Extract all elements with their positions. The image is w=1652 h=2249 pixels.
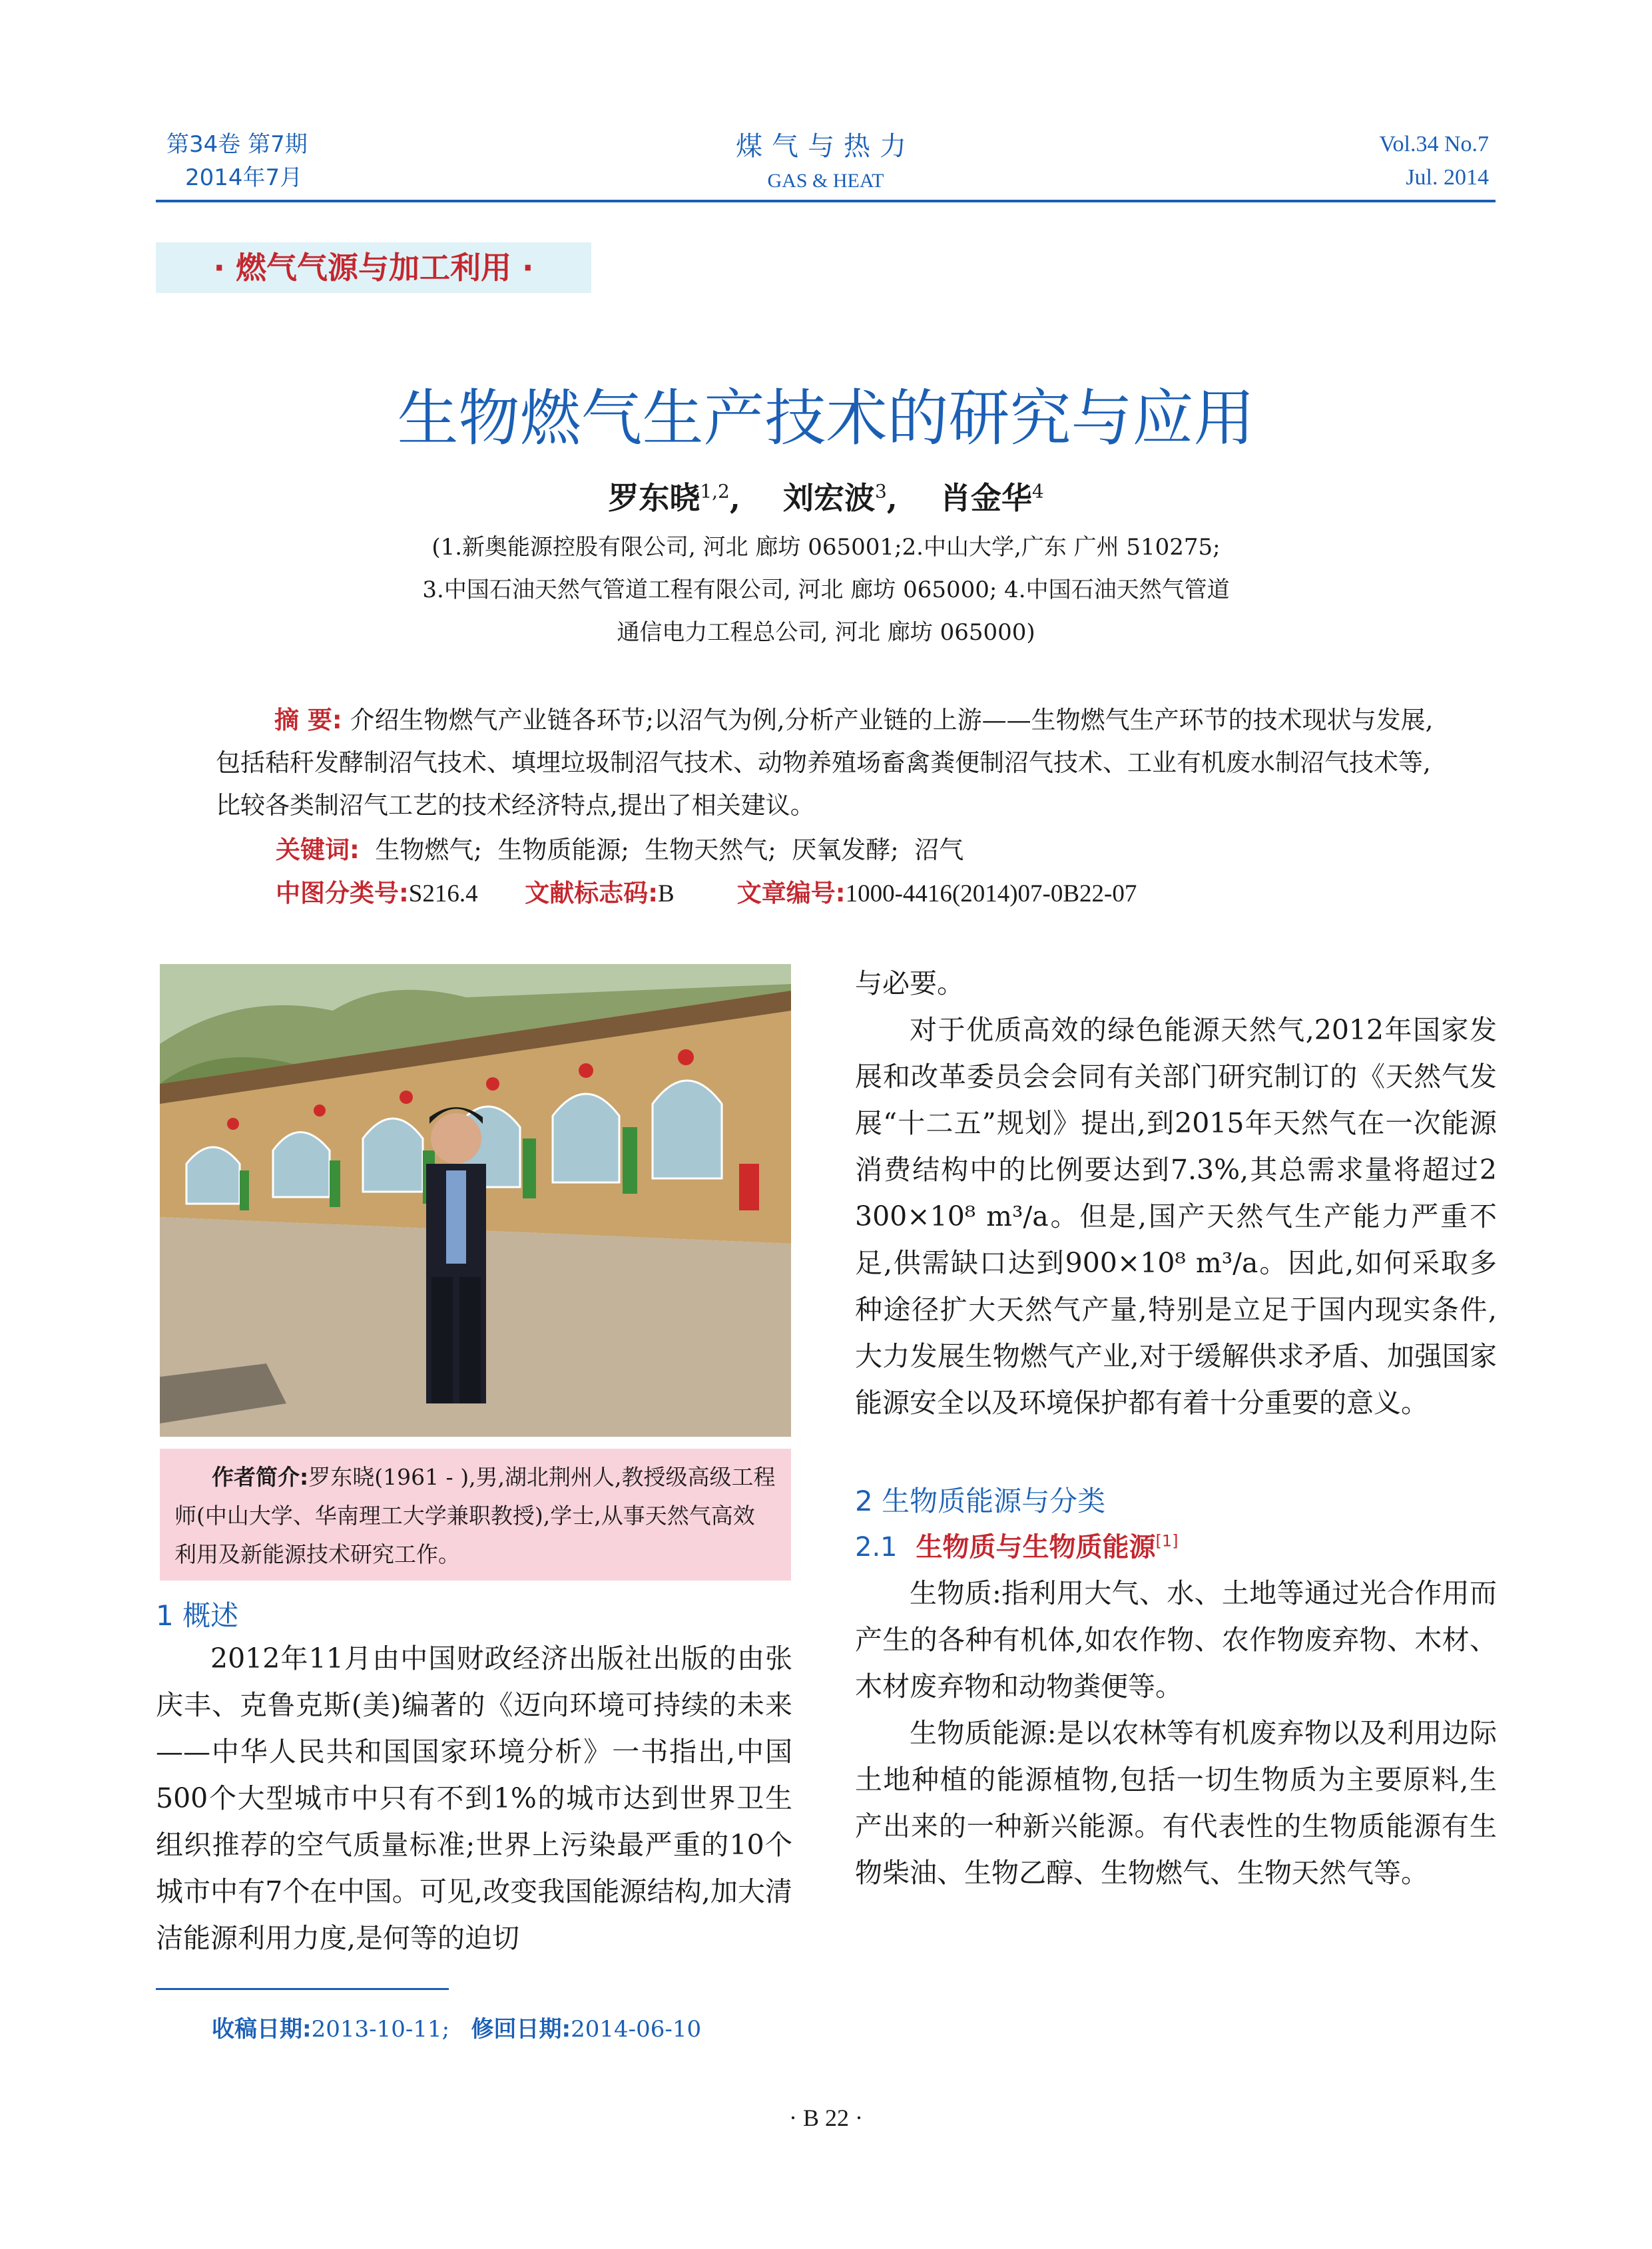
citation-ref: [1] xyxy=(1155,1531,1179,1551)
affiliation-line: 3.中国石油天然气管道工程有限公司, 河北 廊坊 065000; 4.中国石油天然气管道 xyxy=(422,577,1230,603)
author-affil-mark: 4 xyxy=(1031,480,1044,503)
footnote-rule xyxy=(156,1988,449,1990)
header-volume-issue-en: Vol.34 No.7 xyxy=(1379,132,1489,156)
received-date: 2013-10-11; xyxy=(311,2016,450,2043)
clc-value: S216.4 xyxy=(408,880,478,907)
article-title: 生物燃气生产技术的研究与应用 xyxy=(397,383,1255,454)
journal-name-cn: 煤气与热力 xyxy=(736,131,916,162)
article-id-label: 文章编号: xyxy=(736,879,846,907)
affiliation-line: (1.新奥能源控股有限公司, 河北 廊坊 065001;2.中山大学,广东 广州 510275; xyxy=(431,534,1221,561)
header-volume-issue: 第34卷 第7期 xyxy=(166,131,308,158)
received-label: 收稿日期: xyxy=(212,2016,312,2043)
revised-date: 2014-06-10 xyxy=(571,2016,702,2043)
paragraph: 对于优质高效的绿色能源天然气,2012年国家发展和改革委员会会同有关部门研究制订的《天然气发展“十二五”规划》提出,到2015年天然气在一次能源消费结构中的比例要达到7.3%,其总需求量将超过2 300×10⁸ m³/a。但是,国产天然气生产能力严重不足,供需缺口达到900×10⁸ m³/a。因此,如何采取多种途径扩大天然气产量,特别是立足于国内现实条件,大力发展生物燃气产业,对于缓解供求矛盾、加强国家能源安全以及环境保护都有着十分重要的意义。 xyxy=(855,1014,1497,1419)
header-date-en: Jul. 2014 xyxy=(1406,165,1489,190)
keywords-label: 关键词: xyxy=(276,836,360,864)
author-affil-mark: 1,2 xyxy=(700,480,730,503)
header-date: 2014年7月 xyxy=(185,164,303,191)
header-volume-en xyxy=(1379,128,1489,194)
clc-label: 中图分类号: xyxy=(276,879,409,907)
section-2-heading: 2 生物质能源与分类 xyxy=(855,1485,1106,1517)
header-rule xyxy=(156,200,1496,202)
paragraph: 生物质:指利用大气、水、土地等通过光合作用而产生的各种有机体,如农作物、农作物废弃物、木材、木材废弃物和动物粪便等。 xyxy=(855,1577,1497,1702)
paragraph: 生物质能源:是以农林等有机废弃物以及利用边际土地种植的能源植物,包括一切生物质为主要原料,生产出来的一种新兴能源。有代表性的生物质能源有生物柴油、生物乙醇、生物燃气、生物天然气等。 xyxy=(855,1717,1497,1889)
journal-name-en: GAS & HEAT xyxy=(767,170,884,192)
affiliation-line: 通信电力工程总公司, 河北 廊坊 065000) xyxy=(617,619,1035,646)
abstract-text: 介绍生物燃气产业链各环节;以沼气为例,分析产业链的上游——生物燃气生产环节的技术现状与发展,包括秸秆发酵制沼气技术、填埋垃圾制沼气技术、动物养殖场畜禽粪便制沼气技术、工业有机废水制沼气技术等,比较各类制沼气工艺的技术经济特点,提出了相关建议。 xyxy=(216,706,1434,820)
author-list: 罗东晓$^{1,2}$, 刘宏波$^3$, 肖金华$^4$ xyxy=(608,480,1044,516)
keywords xyxy=(276,829,964,872)
section-2-1-body xyxy=(855,1570,1497,1896)
author-affil-mark: 3 xyxy=(874,480,887,503)
author-bio xyxy=(160,1449,791,1581)
author-name: 刘宏波 xyxy=(782,480,875,516)
doc-code-label: 文献标志码: xyxy=(525,879,658,907)
paragraph: 2012年11月由中国财政经济出版社出版的由张庆丰、克鲁克斯(美)编著的《迈向环境可持续的未来——中华人民共和国国家环境分析》一书指出,中国500个大型城市中只有不到1%的城市达到世界卫生组织推荐的空气质量标准;世界上污染最严重的10个城市中有7个在中国。可见,改变我国能源结构,加大清洁能源利用力度,是何等的迫切 xyxy=(156,1642,792,1954)
author-photo xyxy=(160,964,791,1437)
received-dates xyxy=(212,2011,701,2043)
section-tag: · 燃气气源与加工利用 · xyxy=(156,242,591,293)
right-column-top xyxy=(855,960,1497,1426)
section-2-1-heading xyxy=(855,1526,1178,1564)
journal-title xyxy=(692,125,959,192)
author-name: 罗东晓 xyxy=(608,480,700,516)
keywords-text: 生物燃气; 生物质能源; 生物天然气; 厌氧发酵; 沼气 xyxy=(375,836,964,864)
revised-label: 修回日期: xyxy=(471,2016,571,2043)
article-id-value: 1000-4416(2014)07-0B22-07 xyxy=(845,880,1137,907)
abstract-label: 摘 要: xyxy=(274,706,342,734)
affiliations xyxy=(0,526,1652,654)
classification xyxy=(276,872,1137,915)
bio-text: 罗东晓(1961 - ),男,湖北荆州人,教授级高级工程师(中山大学、华南理工大学兼职教授),学士,从事天然气高效利用及新能源技术研究工作。 xyxy=(174,1464,776,1567)
bio-label: 作者简介: xyxy=(212,1464,309,1490)
doc-code-value: B xyxy=(658,880,675,907)
subsection-number: 2.1 xyxy=(855,1532,898,1563)
section-1-heading: 1 概述 xyxy=(156,1599,239,1632)
header-volume xyxy=(166,128,308,194)
author-name: 肖金华 xyxy=(940,480,1032,516)
abstract xyxy=(216,699,1438,827)
paragraph-continuation: 与必要。 xyxy=(855,967,964,999)
subsection-title: 生物质与生物质能源 xyxy=(916,1532,1156,1563)
page-number: · B 22 · xyxy=(789,2105,863,2131)
section-1-body xyxy=(156,1635,792,1961)
